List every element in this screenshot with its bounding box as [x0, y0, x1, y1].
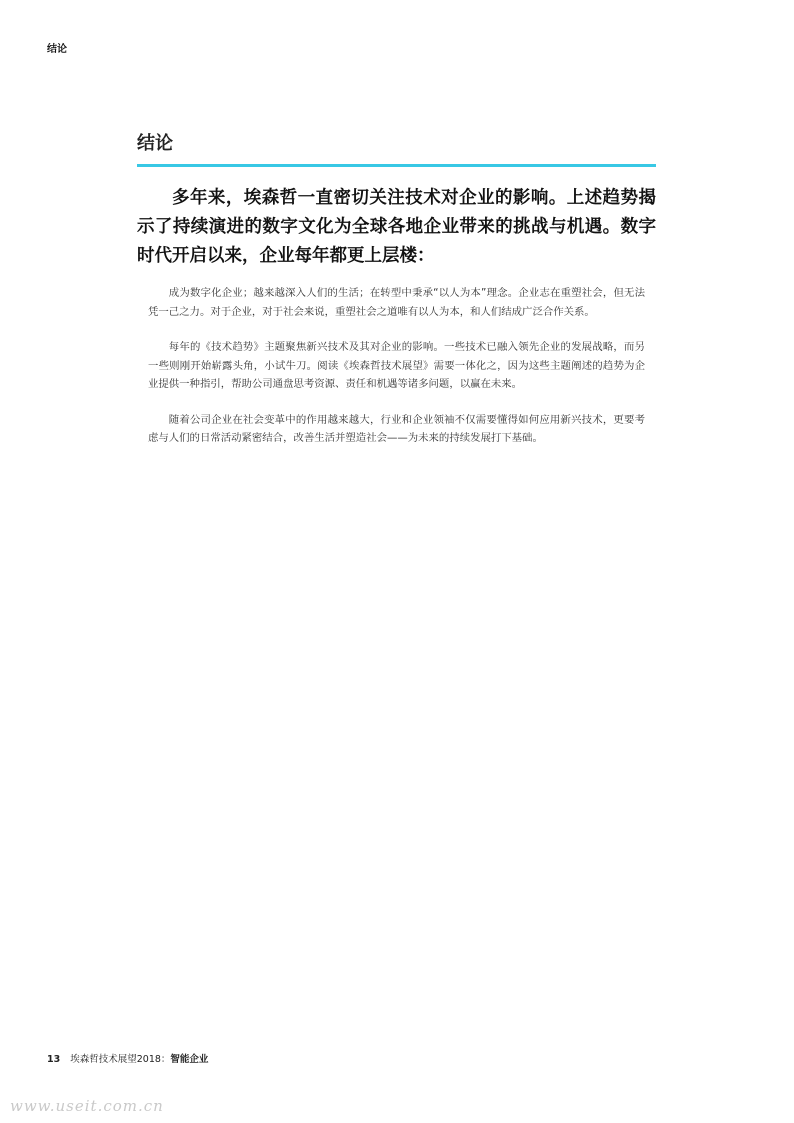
publication-title: 埃森哲技术展望2018： — [70, 1054, 171, 1065]
section-title: 结论 — [137, 133, 173, 154]
page-number: 13 — [47, 1054, 61, 1065]
accent-rule — [137, 164, 656, 167]
body-paragraph-2: 每年的《技术趋势》主题聚焦新兴技术及其对企业的影响。一些技术已融入领先企业的发展战略，而另一些则刚开始崭露头角，小试牛刀。阅读《埃森哲技术展望》需要一体化之，因为这些主题阐述的趋势为企业提供一种指引，帮助公司通盘思考资源、责任和机遇等诸多问题，以赢在未来。 — [148, 341, 645, 390]
conclusion-section — [137, 131, 656, 448]
body-paragraph-1: 成为数字化企业；越来越深入人们的生活；在转型中秉承“以人为本”理念。企业志在重塑社会，但无法凭一己之力。对于企业，对于社会来说，重塑社会之道唯有以人为本，和人们结成广泛合作关系。 — [148, 287, 645, 318]
watermark: www.useit.com.cn — [10, 1097, 164, 1115]
running-header: 结论 — [47, 44, 67, 55]
lead-paragraph: 多年来，埃森哲一直密切关注技术对企业的影响。上述趋势揭示了持续演进的数字文化为全球各地企业带来的挑战与机遇。数字时代开启以来，企业每年都更上层楼： — [137, 188, 656, 266]
page-footer — [47, 1051, 208, 1065]
publication-subtitle: 智能企业 — [170, 1054, 209, 1065]
body-paragraph-3: 随着公司企业在社会变革中的作用越来越大，行业和企业领袖不仅需要懂得如何应用新兴技术，更要考虑与人们的日常活动紧密结合，改善生活并塑造社会——为未来的持续发展打下基础。 — [148, 413, 645, 444]
